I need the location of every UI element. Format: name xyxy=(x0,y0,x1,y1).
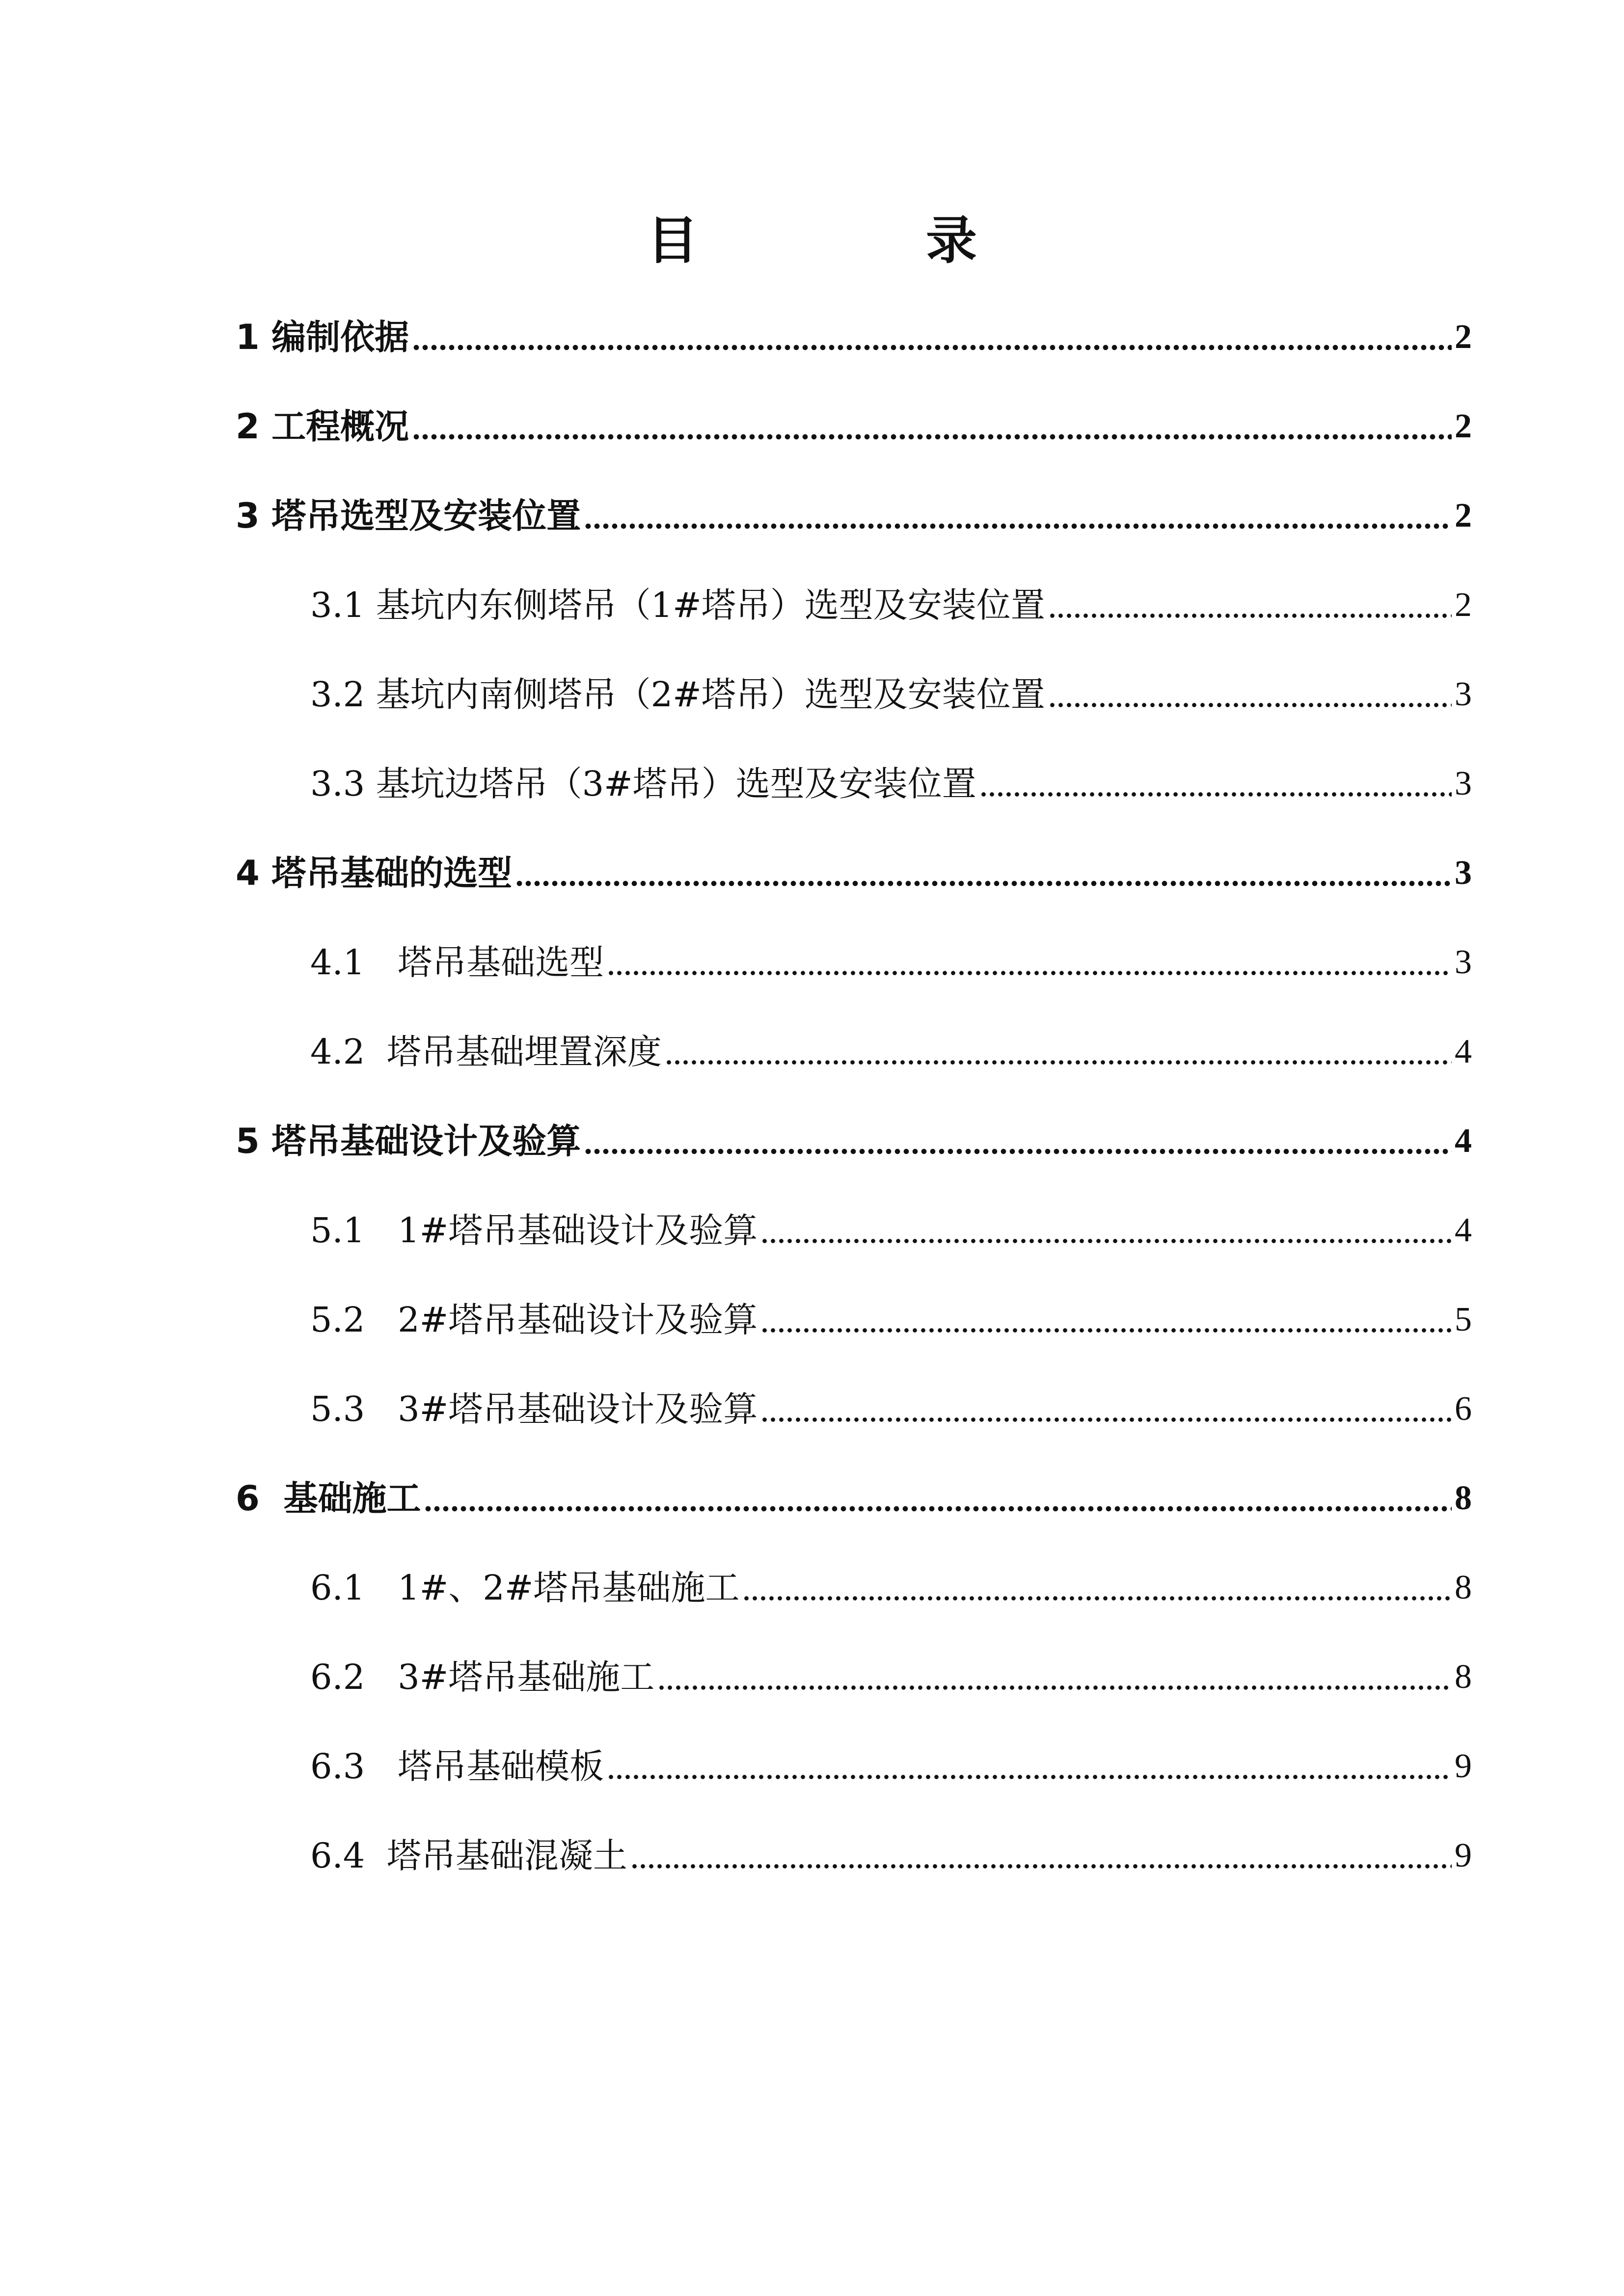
toc-entry-label: 6.4 塔吊基础混凝土 xyxy=(310,1836,627,1876)
toc-entry-label: 6.1 1#、2#塔吊基础施工 xyxy=(310,1568,740,1608)
toc-entry-label: 6 基础施工 xyxy=(236,1478,421,1519)
dot-leader xyxy=(584,521,1452,531)
dot-leader xyxy=(630,1861,1452,1871)
toc-entry[interactable] xyxy=(310,1025,1472,1079)
toc-entry[interactable] xyxy=(236,310,1472,364)
dot-leader xyxy=(1048,700,1452,710)
dot-leader xyxy=(584,1147,1452,1156)
dot-leader xyxy=(424,1504,1452,1514)
dot-leader xyxy=(412,432,1452,442)
toc-entry-label: 3.2 基坑内南侧塔吊（2#塔吊）选型及安装位置 xyxy=(310,674,1045,715)
dot-leader xyxy=(760,1325,1452,1335)
toc-entry[interactable] xyxy=(310,757,1472,811)
toc-entry-label: 5.1 1#塔吊基础设计及验算 xyxy=(310,1210,758,1251)
toc-entry[interactable] xyxy=(236,400,1472,454)
toc-entry-label: 2 工程概况 xyxy=(236,406,409,447)
toc-entry-label: 5.3 3#塔吊基础设计及验算 xyxy=(310,1389,758,1429)
dot-leader xyxy=(607,968,1452,978)
toc-page-number: 8 xyxy=(1455,1569,1472,1606)
toc-entry-label: 6.3 塔吊基础模板 xyxy=(310,1746,604,1787)
toc-page-number: 2 xyxy=(1455,318,1472,356)
toc-entry[interactable] xyxy=(236,846,1472,900)
toc-entry-label: 4 塔吊基础的选型 xyxy=(236,853,513,893)
toc-entry[interactable] xyxy=(310,1650,1472,1704)
toc-page-number: 2 xyxy=(1455,407,1472,445)
toc-entry-label: 3 塔吊选型及安装位置 xyxy=(236,496,581,536)
toc-page-number: 3 xyxy=(1455,943,1472,981)
toc-entry[interactable] xyxy=(236,1114,1472,1168)
toc-entry-label: 3.1 基坑内东侧塔吊（1#塔吊）选型及安装位置 xyxy=(310,585,1045,625)
toc-entry-label: 1 编制依据 xyxy=(236,317,409,357)
toc-entry[interactable] xyxy=(310,1829,1472,1883)
toc-page-number: 3 xyxy=(1455,765,1472,802)
toc-entry[interactable] xyxy=(310,935,1472,989)
dot-leader xyxy=(760,1236,1452,1246)
toc-entry-label: 5.2 2#塔吊基础设计及验算 xyxy=(310,1300,758,1340)
toc-page-number: 5 xyxy=(1455,1301,1472,1338)
toc-entry[interactable] xyxy=(310,1382,1472,1436)
toc-page-number: 9 xyxy=(1455,1747,1472,1785)
dot-leader xyxy=(607,1772,1452,1782)
toc-page-number: 3 xyxy=(1455,675,1472,713)
toc-entry-label: 6.2 3#塔吊基础施工 xyxy=(310,1657,655,1697)
dot-leader xyxy=(412,343,1452,352)
toc-entry-label: 3.3 基坑边塔吊（3#塔吊）选型及安装位置 xyxy=(310,764,976,804)
toc-page-number: 4 xyxy=(1455,1122,1472,1160)
toc-entry[interactable] xyxy=(310,1561,1472,1615)
toc-entry[interactable] xyxy=(310,1203,1472,1257)
toc-page-number: 4 xyxy=(1455,1033,1472,1070)
toc-entry[interactable] xyxy=(236,489,1472,543)
toc-page-number: 9 xyxy=(1455,1837,1472,1874)
toc-page-number: 2 xyxy=(1455,586,1472,624)
dot-leader xyxy=(515,879,1452,888)
toc-entry[interactable] xyxy=(310,1293,1472,1347)
toc-page-number: 6 xyxy=(1455,1390,1472,1428)
toc-page-number: 4 xyxy=(1455,1211,1472,1249)
toc-entry[interactable] xyxy=(310,1739,1472,1793)
dot-leader xyxy=(657,1682,1452,1692)
dot-leader xyxy=(760,1415,1452,1424)
dot-leader xyxy=(1048,611,1452,620)
toc-entry-label: 4.1 塔吊基础选型 xyxy=(310,942,604,983)
toc-entry[interactable] xyxy=(310,578,1472,632)
toc-entry-label: 5 塔吊基础设计及验算 xyxy=(236,1121,581,1161)
dot-leader xyxy=(979,789,1452,799)
toc-page-number: 2 xyxy=(1455,497,1472,534)
toc-entry-label: 4.2 塔吊基础埋置深度 xyxy=(310,1032,662,1072)
toc-entry[interactable] xyxy=(236,1471,1472,1525)
toc-page-number: 8 xyxy=(1455,1658,1472,1696)
toc-title: 目 录 xyxy=(647,211,1065,270)
dot-leader xyxy=(665,1057,1452,1067)
toc-page-number: 8 xyxy=(1455,1479,1472,1517)
toc-page-number: 3 xyxy=(1455,854,1472,892)
toc-entry[interactable] xyxy=(310,667,1472,721)
dot-leader xyxy=(742,1593,1452,1603)
